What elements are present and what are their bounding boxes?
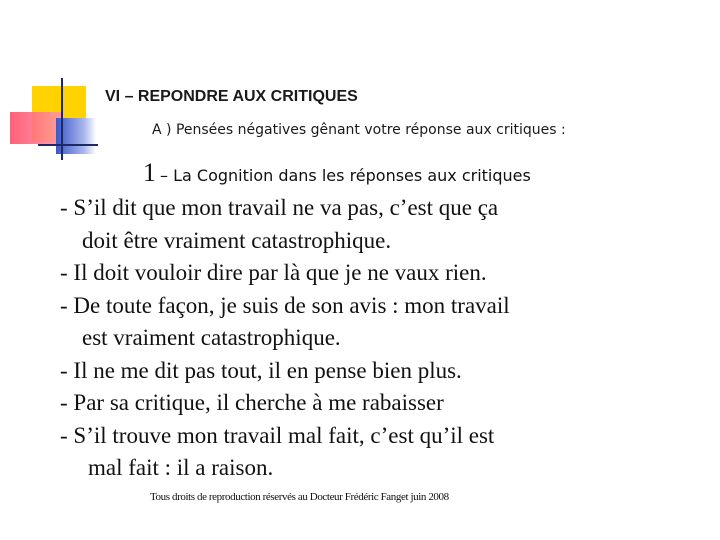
section-heading xyxy=(143,158,531,188)
slide-title: VI – REPONDRE AUX CRITIQUES xyxy=(105,88,358,105)
list-item: est vraiment catastrophique. xyxy=(82,325,341,350)
horizontal-rule xyxy=(38,144,98,146)
list-item: - S’il dit que mon travail ne va pas, c’est que ça xyxy=(60,195,499,220)
decorative-blocks xyxy=(0,0,110,170)
section-number: 1 xyxy=(143,158,156,187)
list-item: - Par sa critique, il cherche à me rabaisser xyxy=(60,390,444,415)
list-item: - S’il trouve mon travail mal fait, c’est qu’il est xyxy=(60,422,495,448)
list-item: - Il doit vouloir dire par là que je ne vaux rien. xyxy=(60,260,487,285)
list-item: mal fait : il a raison. xyxy=(88,455,274,480)
thought-list xyxy=(60,192,710,485)
list-item: doit être vraiment catastrophique. xyxy=(82,227,392,253)
section-heading-text: – La Cognition dans les réponses aux critiques xyxy=(160,166,531,185)
pink-square xyxy=(10,112,62,144)
vertical-rule xyxy=(61,78,63,160)
list-item: - De toute façon, je suis de son avis : mon travail xyxy=(60,292,510,318)
slide-subtitle: A ) Pensées négatives gênant votre réponse aux critiques : xyxy=(152,122,566,138)
copyright-footer: Tous droits de reproduction réservés au Docteur Frédéric Fanget juin 2008 xyxy=(150,491,449,503)
list-item: - Il ne me dit pas tout, il en pense bien plus. xyxy=(60,357,462,383)
